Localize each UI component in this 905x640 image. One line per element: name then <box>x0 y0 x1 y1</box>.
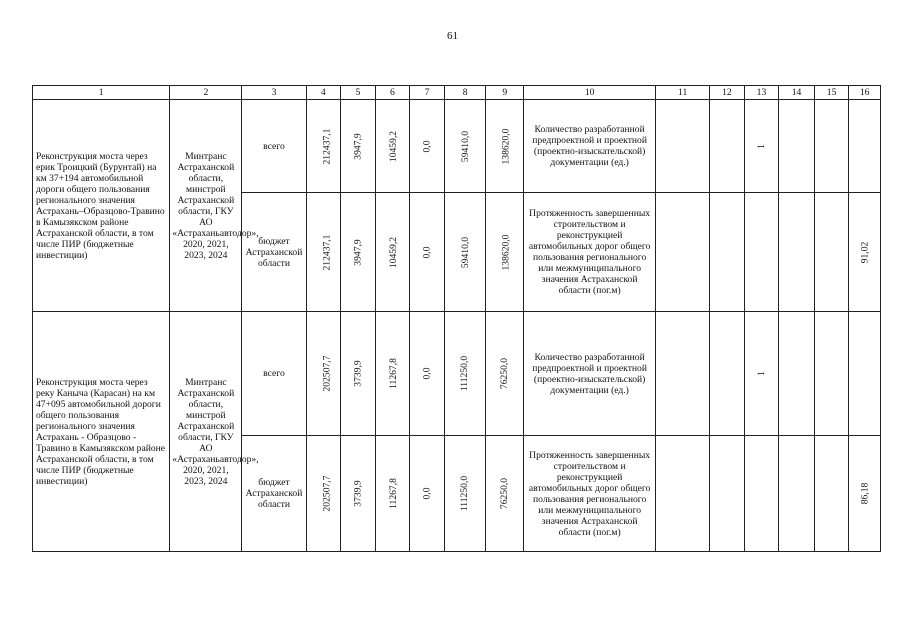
value-total: 202507,7 <box>320 475 332 512</box>
value-col8: 59410,0 <box>459 130 471 162</box>
value-col8: 59410,0 <box>459 236 471 268</box>
value-col5: 3739,9 <box>352 360 364 387</box>
value-total: 202507,7 <box>320 355 332 392</box>
value-col6: 11267,8 <box>387 478 399 509</box>
header-cell: 2 <box>170 86 242 100</box>
header-cell: 15 <box>814 86 849 100</box>
value-col5: 3739,9 <box>352 480 364 507</box>
header-cell: 4 <box>306 86 341 100</box>
value-col14 <box>779 312 815 436</box>
indicator-cell: Протяженность завершенных строительством и реконструкцией автомобильных дорог общего пользования регионального или межмуниципального значения Астраханской области (пог.м) <box>524 436 656 552</box>
executor-cell: Минтранс Астраханской области, минстрой Астраханской области, ГКУ АО «Астраханьавтодор», 2020, 2021, 2023, 2024 <box>170 100 242 312</box>
header-cell: 12 <box>710 86 745 100</box>
table-row <box>33 312 881 436</box>
object-description: Реконструкция моста через ерик Троицкий (Бурунтай) на км 37+194 автомобильной дороги общего пользования регионального значения Астрахань–Образцово-Травино в Камызякском районе Астраханской области, в том числе ПИР (бюджетные инвестиции) <box>33 100 170 312</box>
header-cell: 5 <box>341 86 376 100</box>
page-number: 61 <box>447 30 458 42</box>
value-col6: 10459,2 <box>387 130 399 162</box>
value-col7: 0,0 <box>421 246 433 258</box>
header-cell: 14 <box>779 86 815 100</box>
header-cell: 3 <box>242 86 306 100</box>
value-col15 <box>814 312 849 436</box>
header-row <box>33 86 881 100</box>
value-col14 <box>779 436 815 552</box>
value-col7: 0,0 <box>421 367 433 380</box>
header-cell: 7 <box>410 86 445 100</box>
value-col7: 0,0 <box>421 487 433 500</box>
header-cell: 8 <box>444 86 486 100</box>
value-col5: 3947,9 <box>352 132 364 160</box>
value-col11 <box>656 436 710 552</box>
value-col11 <box>656 312 710 436</box>
funding-source: всего <box>242 312 306 436</box>
value-col9: 76250,0 <box>499 477 511 510</box>
header-cell: 6 <box>375 86 410 100</box>
value-col6: 11267,8 <box>387 358 399 389</box>
value-col16: 91,02 <box>859 241 871 263</box>
value-col14 <box>779 193 815 312</box>
header-cell: 9 <box>486 86 524 100</box>
program-table <box>32 85 881 552</box>
value-col12 <box>710 436 745 552</box>
header-cell: 1 <box>33 86 170 100</box>
header-cell: 10 <box>524 86 656 100</box>
funding-source: всего <box>242 100 306 193</box>
value-col15 <box>814 193 849 312</box>
value-col9: 138620,0 <box>500 234 512 270</box>
value-col11 <box>656 100 710 193</box>
value-col8: 111250,0 <box>459 355 471 392</box>
value-col11 <box>656 193 710 312</box>
value-col7: 0,0 <box>421 140 433 152</box>
indicator-cell: Протяженность завершенных строительством и реконструкцией автомобильных дорог общего пользования регионального или межмуниципального значения Астраханской области (пог.м) <box>524 193 656 312</box>
value-col16: 86,18 <box>859 482 871 505</box>
value-col13: 1 <box>755 143 767 149</box>
value-col13: 1 <box>755 371 767 376</box>
value-total: 212437,1 <box>320 234 332 270</box>
value-col6: 10459,2 <box>387 236 399 268</box>
value-col8: 111250,0 <box>459 475 471 512</box>
value-col12 <box>710 193 745 312</box>
header-cell: 16 <box>849 86 881 100</box>
value-col12 <box>710 312 745 436</box>
object-description: Реконструкция моста через реку Каныча (Карасан) на км 47+095 автомобильной дороги общего пользования регионального значения Астрахань - Образцово - Травино в Камызякском районе Астраханской области, в том числе ПИР (бюджетные инвестиции) <box>33 312 170 552</box>
value-col12 <box>710 100 745 193</box>
value-col9: 76250,0 <box>499 357 511 390</box>
value-col15 <box>814 436 849 552</box>
indicator-cell: Количество разработанной предпроектной и проектной (проектно-изыскательской) документации (ед.) <box>524 100 656 193</box>
indicator-cell: Количество разработанной предпроектной и проектной (проектно-изыскательской) документации (ед.) <box>524 312 656 436</box>
value-total: 212437,1 <box>320 128 332 164</box>
header-cell: 13 <box>744 86 779 100</box>
funding-source: бюджет Астраханской области <box>242 436 306 552</box>
value-col15 <box>814 100 849 193</box>
executor-cell: Минтранс Астраханской области, минстрой Астраханской области, ГКУ АО «Астраханьавтодор», 2020, 2021, 2023, 2024 <box>170 312 242 552</box>
value-col14 <box>779 100 815 193</box>
value-col9: 138620,0 <box>500 128 512 164</box>
funding-source: бюджет Астраханской области <box>242 193 306 312</box>
value-col5: 3947,9 <box>352 238 364 266</box>
header-cell: 11 <box>656 86 710 100</box>
table-row <box>33 100 881 193</box>
